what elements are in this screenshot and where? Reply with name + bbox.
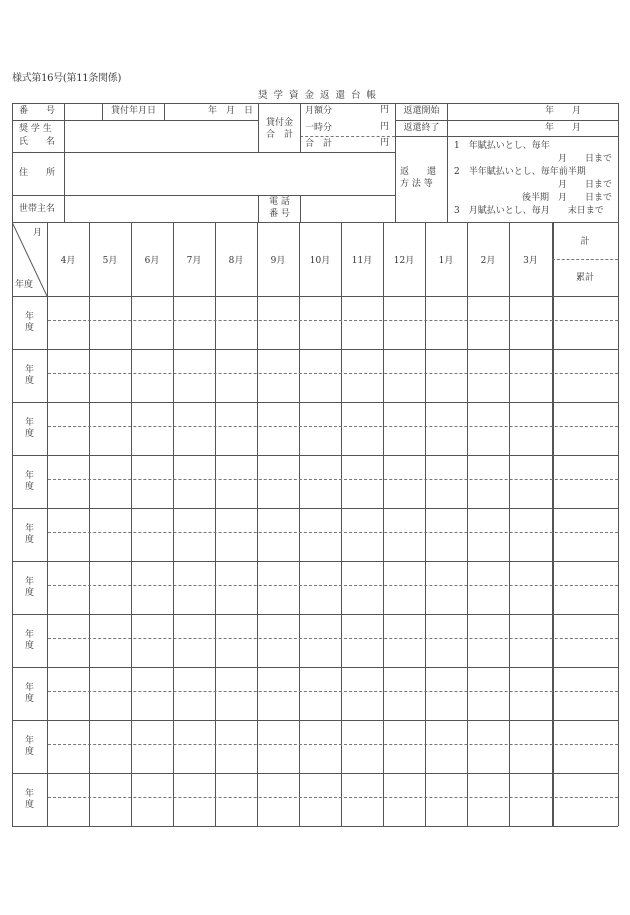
amount-cell[interactable] [216, 721, 257, 773]
loan-total-label-1: 貸付金 [265, 118, 293, 128]
amount-cell[interactable] [510, 297, 552, 349]
amount-cell[interactable] [258, 509, 299, 561]
amount-cell[interactable] [510, 721, 552, 773]
total-cell[interactable] [553, 668, 618, 720]
amount-cell[interactable] [300, 297, 341, 349]
year-label: 年 度 [24, 577, 34, 598]
amount-cell[interactable] [174, 668, 215, 720]
amount-cell[interactable] [300, 350, 341, 402]
amount-cell[interactable] [384, 456, 425, 508]
amount-cell[interactable] [132, 350, 173, 402]
yen-label-total: 円 [380, 138, 390, 148]
lump-label: 一時分 [305, 123, 333, 133]
amount-cell[interactable] [90, 403, 131, 455]
total-cell[interactable] [553, 403, 618, 455]
amount-cell[interactable] [426, 403, 467, 455]
amount-cell[interactable] [48, 297, 89, 349]
amount-cell[interactable] [342, 615, 383, 667]
total-cell[interactable] [553, 562, 618, 614]
year-label: 年 度 [24, 471, 34, 492]
amount-cell[interactable] [426, 615, 467, 667]
amount-cell[interactable] [342, 668, 383, 720]
method-line-6: 3 月賦払いとし、毎月 末日まで [454, 206, 604, 216]
amount-cell[interactable] [510, 456, 552, 508]
amount-cell[interactable] [468, 562, 509, 614]
amount-cell[interactable] [90, 350, 131, 402]
amount-cell[interactable] [300, 721, 341, 773]
page-title: 奨学資金返還台帳 [257, 90, 382, 101]
total-cell[interactable] [553, 774, 618, 826]
amount-cell[interactable] [384, 350, 425, 402]
amount-cell[interactable] [216, 774, 257, 826]
amount-cell[interactable] [258, 562, 299, 614]
amount-cell[interactable] [90, 721, 131, 773]
student-name-label-2: 氏 名 [19, 137, 56, 147]
amount-cell[interactable] [132, 668, 173, 720]
amount-cell[interactable] [48, 562, 89, 614]
amount-cell[interactable] [48, 456, 89, 508]
phone-label-1: 電 話 [269, 197, 290, 207]
repay-start-label: 返還開始 [403, 106, 440, 116]
total-cell[interactable] [553, 509, 618, 561]
amount-cell[interactable] [384, 403, 425, 455]
amount-cell[interactable] [132, 562, 173, 614]
amount-cell[interactable] [300, 509, 341, 561]
amount-cell[interactable] [48, 721, 89, 773]
amount-cell[interactable] [258, 403, 299, 455]
amount-cell[interactable] [342, 297, 383, 349]
amount-cell[interactable] [384, 509, 425, 561]
amount-cell[interactable] [426, 774, 467, 826]
loan-date-field[interactable]: 年 月 日 [207, 106, 253, 116]
amount-cell[interactable] [90, 456, 131, 508]
year-field[interactable] [13, 350, 47, 402]
amount-cell[interactable] [216, 350, 257, 402]
method-line-2: 月 日まで [557, 154, 612, 164]
amount-cell[interactable] [468, 509, 509, 561]
amount-cell[interactable] [510, 509, 552, 561]
amount-cell[interactable] [426, 297, 467, 349]
amount-cell[interactable] [510, 668, 552, 720]
year-field[interactable] [13, 403, 47, 455]
amount-cell[interactable] [90, 509, 131, 561]
amount-cell[interactable] [216, 668, 257, 720]
amount-cell[interactable] [384, 297, 425, 349]
amount-cell[interactable] [216, 403, 257, 455]
amount-cell[interactable] [300, 456, 341, 508]
amount-cell[interactable] [384, 562, 425, 614]
amount-cell[interactable] [174, 615, 215, 667]
amount-cell[interactable] [426, 350, 467, 402]
amount-cell[interactable] [48, 615, 89, 667]
total-cell[interactable] [553, 456, 618, 508]
corner-year-label: 年度 [15, 280, 34, 290]
yen-label-lump: 円 [380, 122, 390, 132]
amount-cell[interactable] [300, 562, 341, 614]
phone-field[interactable] [301, 196, 395, 222]
year-label: 年 度 [24, 789, 34, 810]
amount-cell[interactable] [468, 774, 509, 826]
month-header-3: 7月 [186, 256, 202, 266]
amount-cell[interactable] [342, 562, 383, 614]
amount-cell[interactable] [174, 562, 215, 614]
amount-cell[interactable] [510, 774, 552, 826]
total-label: 合 計 [305, 139, 333, 149]
amount-cell[interactable] [258, 350, 299, 402]
amount-cell[interactable] [132, 403, 173, 455]
repay-start-field[interactable]: 年 月 [544, 106, 581, 116]
amount-cell[interactable] [510, 403, 552, 455]
amount-cell[interactable] [258, 456, 299, 508]
amount-cell[interactable] [384, 668, 425, 720]
amount-cell[interactable] [216, 562, 257, 614]
amount-cell[interactable] [342, 721, 383, 773]
total-header: 計 [580, 237, 590, 247]
amount-cell[interactable] [90, 562, 131, 614]
amount-cell[interactable] [132, 721, 173, 773]
student-name-field[interactable] [65, 121, 258, 152]
amount-cell[interactable] [426, 721, 467, 773]
amount-cell[interactable] [90, 668, 131, 720]
amount-cell[interactable] [342, 350, 383, 402]
year-field[interactable] [13, 668, 47, 720]
student-name-label-1: 奨 学 生 [19, 124, 52, 134]
form-number: 様式第16号(第11条関係) [12, 73, 122, 84]
amount-cell[interactable] [384, 615, 425, 667]
amount-cell[interactable] [468, 668, 509, 720]
amount-cell[interactable] [90, 774, 131, 826]
amount-cell[interactable] [426, 509, 467, 561]
amount-cell[interactable] [216, 615, 257, 667]
year-field[interactable] [13, 774, 47, 826]
total-cell[interactable] [553, 615, 618, 667]
amount-cell[interactable] [426, 668, 467, 720]
year-field[interactable] [13, 456, 47, 508]
method-line-1: 1 年賦払いとし、毎年 [454, 141, 550, 151]
amount-cell[interactable] [384, 721, 425, 773]
month-header-7: 11月 [351, 256, 373, 266]
year-label: 年 度 [24, 736, 34, 757]
monthly-label: 月額分 [305, 106, 333, 116]
year-field[interactable] [13, 615, 47, 667]
amount-cell[interactable] [300, 615, 341, 667]
repay-end-field[interactable]: 年 月 [544, 123, 581, 133]
total-cell[interactable] [553, 297, 618, 349]
address-field[interactable] [65, 153, 395, 195]
year-label: 年 度 [24, 312, 34, 333]
yen-label-monthly: 円 [380, 105, 390, 115]
address-label: 住 所 [19, 168, 56, 178]
amount-cell[interactable] [90, 615, 131, 667]
amount-cell[interactable] [258, 297, 299, 349]
amount-cell[interactable] [132, 615, 173, 667]
month-header-6: 10月 [309, 256, 331, 266]
total-cell[interactable] [553, 721, 618, 773]
method-line-3: 2 半年賦払いとし、毎年前半期 [454, 167, 586, 177]
method-label-1: 返 還 [400, 167, 437, 177]
amount-cell[interactable] [468, 456, 509, 508]
amount-cell[interactable] [216, 456, 257, 508]
month-header-1: 5月 [102, 256, 118, 266]
amount-cell[interactable] [342, 403, 383, 455]
year-label: 年 度 [24, 683, 34, 704]
month-header-9: 1月 [438, 256, 454, 266]
amount-cell[interactable] [132, 774, 173, 826]
amount-cell[interactable] [468, 615, 509, 667]
method-line-4: 月 日まで [557, 180, 612, 190]
month-header-5: 9月 [270, 256, 286, 266]
loan-total-label-2: 合 計 [265, 130, 293, 140]
total-cell[interactable] [553, 350, 618, 402]
householder-label: 世帯主名 [19, 204, 56, 214]
amount-cell[interactable] [48, 668, 89, 720]
month-header-2: 6月 [144, 256, 160, 266]
amount-cell[interactable] [510, 350, 552, 402]
month-header-0: 4月 [60, 256, 76, 266]
amount-cell[interactable] [468, 721, 509, 773]
year-label: 年 度 [24, 418, 34, 439]
corner-month-label: 月 [33, 228, 43, 238]
month-header-11: 3月 [523, 256, 538, 266]
amount-cell[interactable] [174, 774, 215, 826]
amount-cell[interactable] [48, 509, 89, 561]
year-field[interactable] [13, 721, 47, 773]
amount-cell[interactable] [216, 509, 257, 561]
householder-field[interactable] [65, 196, 258, 222]
amount-cell[interactable] [132, 297, 173, 349]
amount-cell[interactable] [468, 403, 509, 455]
amount-cell[interactable] [510, 615, 552, 667]
amount-cell[interactable] [174, 509, 215, 561]
amount-cell[interactable] [384, 774, 425, 826]
phone-label-2: 番 号 [269, 209, 290, 219]
amount-cell[interactable] [174, 297, 215, 349]
amount-cell[interactable] [342, 509, 383, 561]
loan-date-label: 貸付年月日 [110, 106, 156, 116]
year-label: 年 度 [24, 524, 34, 545]
year-field[interactable] [13, 297, 47, 349]
repay-end-label: 返還終了 [403, 123, 440, 133]
year-field[interactable] [13, 562, 47, 614]
amount-cell[interactable] [174, 350, 215, 402]
amount-cell[interactable] [258, 668, 299, 720]
amount-cell[interactable] [48, 774, 89, 826]
cumulative-header: 累計 [575, 273, 594, 283]
amount-cell[interactable] [426, 456, 467, 508]
month-header-4: 8月 [228, 256, 244, 266]
month-header-8: 12月 [393, 256, 415, 266]
year-label: 年 度 [24, 365, 34, 386]
amount-cell[interactable] [132, 456, 173, 508]
year-label: 年 度 [24, 630, 34, 651]
amount-cell[interactable] [342, 456, 383, 508]
amount-cell[interactable] [90, 297, 131, 349]
amount-cell[interactable] [174, 456, 215, 508]
amount-cell[interactable] [174, 403, 215, 455]
amount-cell[interactable] [132, 509, 173, 561]
amount-cell[interactable] [174, 721, 215, 773]
amount-cell[interactable] [48, 350, 89, 402]
method-label-2: 方 法 等 [400, 179, 433, 189]
number-label: 番 号 [19, 106, 56, 116]
amount-cell[interactable] [468, 350, 509, 402]
number-field[interactable] [65, 104, 101, 119]
amount-cell[interactable] [300, 774, 341, 826]
amount-cell[interactable] [300, 403, 341, 455]
amount-cell[interactable] [258, 774, 299, 826]
amount-cell[interactable] [510, 562, 552, 614]
month-header-10: 2月 [480, 256, 496, 266]
method-line-5: 後半期 月 日まで [521, 193, 612, 203]
amount-cell[interactable] [426, 562, 467, 614]
amount-cell[interactable] [258, 721, 299, 773]
amount-cell[interactable] [216, 297, 257, 349]
amount-cell[interactable] [300, 668, 341, 720]
amount-cell[interactable] [468, 297, 509, 349]
year-field[interactable] [13, 509, 47, 561]
amount-cell[interactable] [342, 774, 383, 826]
amount-cell[interactable] [48, 403, 89, 455]
amount-cell[interactable] [258, 615, 299, 667]
